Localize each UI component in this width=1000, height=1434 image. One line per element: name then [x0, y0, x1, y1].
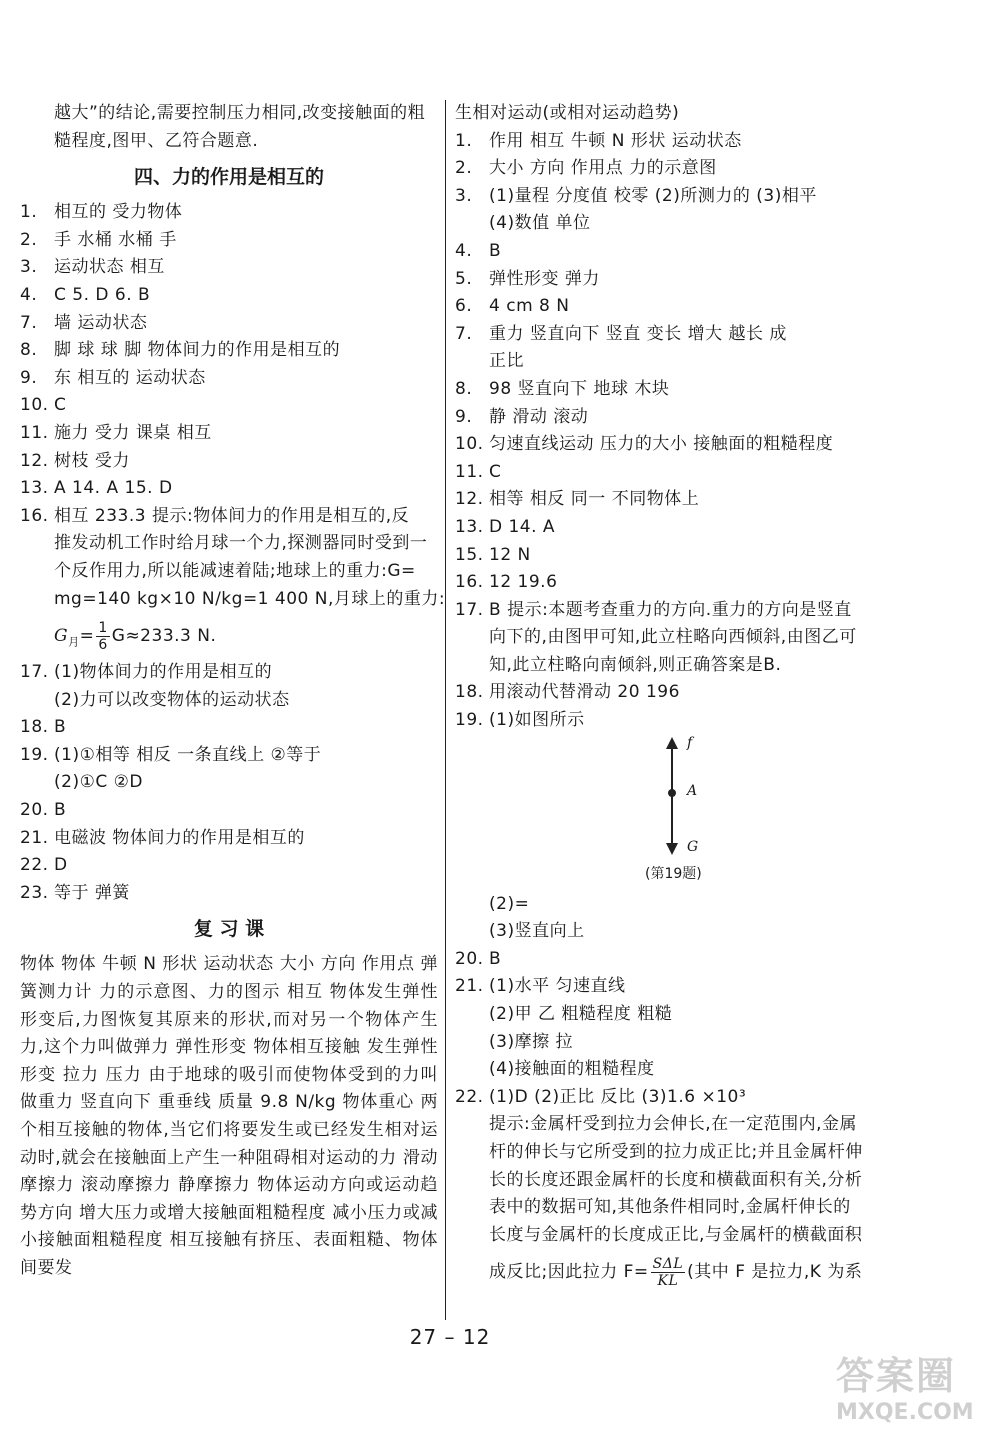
- answer-item: [20, 852, 438, 880]
- answer-item: [455, 376, 880, 404]
- answer-item: [455, 128, 880, 156]
- item-continuation: (4)接触面的粗糙程度: [489, 1059, 655, 1080]
- answer-item: [20, 742, 438, 770]
- item-text: D 14. A: [489, 516, 556, 537]
- item-number: 1.: [455, 130, 473, 151]
- q22-hint: [455, 1111, 880, 1295]
- item-number: 8.: [455, 378, 473, 399]
- answer-item: [455, 321, 880, 349]
- item-number: 17.: [20, 662, 49, 683]
- section-heading: 四、力的作用是相互的: [133, 166, 324, 189]
- answer-item: [455, 946, 880, 974]
- item-number: 4.: [20, 284, 38, 305]
- item-number: 3.: [20, 257, 38, 278]
- answer-item: [455, 431, 880, 459]
- item-number: 19.: [455, 710, 484, 731]
- item-text: 相互的 受力物体: [54, 202, 183, 223]
- q16-formula: [20, 613, 438, 659]
- watermark-site: MXQE.COM: [836, 1400, 974, 1425]
- answer-item: [455, 266, 880, 294]
- item-continuation: 向下的,由图甲可知,此立柱略向西倾斜,由图乙可: [489, 627, 857, 648]
- item-number: 8.: [20, 340, 38, 361]
- item-text: 电磁波 物体间力的作用是相互的: [54, 827, 305, 848]
- item-continuation: 知,此立柱略向南倾斜,则正确答案是B.: [489, 654, 782, 675]
- q16-line: mg=140 kg×10 N/kg=1 400 N,月球上的重力:: [54, 588, 446, 609]
- item-text: 脚 球 球 脚 物体间力的作用是相互的: [54, 340, 341, 361]
- arrow-up-icon: [666, 737, 678, 749]
- item-text: B: [54, 800, 67, 821]
- item-text: 相等 相反 同一 不同物体上: [489, 489, 700, 510]
- hint-line: 提示:金属杆受到拉力会伸长,在一定范围内,金属: [489, 1114, 858, 1135]
- item-text: (1)如图所示: [489, 710, 585, 731]
- answer-item: [20, 825, 438, 853]
- item-number: 22.: [455, 1086, 484, 1107]
- item-number: 21.: [455, 976, 484, 997]
- item-text: 12 19.6: [489, 572, 558, 593]
- item-text: A 14. A 15. D: [54, 478, 173, 499]
- point-a-dot: [668, 789, 676, 797]
- answer-item: [455, 597, 880, 625]
- item-text: B: [489, 240, 502, 261]
- item-number: 6.: [455, 296, 473, 317]
- answer-item: [20, 392, 438, 420]
- force-diagram: [455, 734, 880, 882]
- item-number: 2.: [20, 229, 38, 250]
- answer-item: [20, 797, 438, 825]
- q16-line: 相互 233.3 提示:物体间力的作用是相互的,反: [54, 505, 410, 526]
- item-number: 1.: [20, 202, 38, 223]
- hint-line: 表中的数据可知,其他条件相同时,金属杆伸长的: [489, 1197, 851, 1218]
- formula-rest: G≈233.3 N.: [111, 626, 217, 647]
- answer-item: [20, 659, 438, 687]
- item-text: B: [54, 717, 67, 738]
- item-text: B: [489, 948, 502, 969]
- item-text: (1)①相等 相反 一条直线上 ②等于: [54, 744, 322, 765]
- item-number: 21.: [20, 827, 49, 848]
- answer-item: [20, 714, 438, 742]
- answer-item: [455, 1084, 880, 1112]
- formula-subscript: 月: [68, 635, 80, 649]
- answer-item: [20, 420, 438, 448]
- item-text: 匀速直线运动 压力的大小 接触面的粗糙程度: [489, 434, 834, 455]
- q22-formula: [455, 1249, 880, 1295]
- item-text: 重力 竖直向下 竖直 变长 增大 越长 成: [489, 323, 787, 344]
- column-divider: [445, 100, 446, 1320]
- fraction: [651, 1256, 686, 1289]
- answer-item: [20, 310, 438, 338]
- fraction-denominator: KL: [657, 1272, 679, 1289]
- item-number: 13.: [455, 516, 484, 537]
- fraction-numerator: 1: [98, 619, 108, 636]
- answer-list-right-1: [455, 128, 880, 735]
- item-number: 11.: [455, 461, 484, 482]
- fraction: [96, 620, 109, 653]
- item-number: 7.: [455, 323, 473, 344]
- item-text: 12 N: [489, 544, 531, 565]
- item-text: 东 相互的 运动状态: [54, 367, 206, 388]
- item-number: 18.: [20, 717, 49, 738]
- item-number: 22.: [20, 855, 49, 876]
- formula-post: (其中 F 是拉力,K 为系: [687, 1262, 863, 1283]
- item-number: 12.: [20, 450, 49, 471]
- item-text: 静 滑动 滚动: [489, 406, 589, 427]
- right-column: [455, 100, 880, 1295]
- answer-item: [455, 404, 880, 432]
- item-number: 12.: [455, 489, 484, 510]
- item-text: C: [54, 395, 67, 416]
- item-text: (1)物体间力的作用是相互的: [54, 662, 273, 683]
- item-text: 98 竖直向下 地球 木块: [489, 378, 670, 399]
- item-number: 16.: [455, 572, 484, 593]
- figure-caption: (第19题): [645, 865, 702, 882]
- item-text: C: [489, 461, 502, 482]
- item-text: 弹性形变 弹力: [489, 268, 600, 289]
- intro-line-2: 糙程度,图甲、乙符合题意.: [54, 130, 259, 151]
- item-number: 20.: [455, 948, 484, 969]
- item-continuation: (4)数值 单位: [489, 213, 591, 234]
- item-text: D: [54, 855, 68, 876]
- answer-item: [455, 238, 880, 266]
- item-text: (1)D (2)正比 反比 (3)1.6 ×10³: [489, 1086, 747, 1107]
- page-number: 27 – 12: [409, 1325, 491, 1349]
- review-heading: 复 习 课: [193, 918, 265, 941]
- answer-item: [455, 486, 880, 514]
- label-f: f: [687, 734, 693, 751]
- answer-list-right-2: [455, 891, 880, 1112]
- item-continuation: (2)甲 乙 粗糙程度 粗糙: [489, 1004, 673, 1025]
- item-text: 用滚动代替滑动 20 196: [489, 682, 680, 703]
- item-number: 9.: [20, 367, 38, 388]
- item-number: 15.: [455, 544, 484, 565]
- item-number: 11.: [20, 422, 49, 443]
- answer-item: [20, 227, 438, 255]
- answer-item: [20, 475, 438, 503]
- formula-symbol: G: [54, 626, 69, 647]
- answer-item: [455, 679, 880, 707]
- item-number: 17.: [455, 599, 484, 620]
- item-text: 等于 弹簧: [54, 882, 130, 903]
- question-16: [20, 503, 446, 659]
- item-text: (1)水平 匀速直线: [489, 976, 626, 997]
- item-text: 树枝 受力: [54, 450, 130, 471]
- answer-item: [20, 282, 438, 310]
- item-number: 18.: [455, 682, 484, 703]
- answer-item: [20, 254, 438, 282]
- answer-item: [455, 459, 880, 487]
- answer-item: [20, 337, 438, 365]
- formula-equals: =: [79, 626, 95, 647]
- formula-pre: 成反比;因此拉力 F=: [489, 1262, 649, 1283]
- item-number: 20.: [20, 800, 49, 821]
- item-continuation: (3)摩擦 拉: [489, 1031, 573, 1052]
- arrow-down-icon: [666, 843, 678, 855]
- item-number: 16.: [20, 505, 49, 526]
- item-text: 墙 运动状态: [54, 312, 148, 333]
- item-text: C 5. D 6. B: [54, 284, 151, 305]
- item-number: 2.: [455, 158, 473, 179]
- hint-line: 长的长度还跟金属杆的长度和横截面积有关,分析: [489, 1169, 863, 1190]
- item-number: 23.: [20, 882, 49, 903]
- intro-line-1: 越大”的结论,需要控制压力相同,改变接触面的粗: [54, 103, 426, 123]
- fraction-denominator: 6: [98, 636, 108, 653]
- item-text: 运动状态 相互: [54, 257, 165, 278]
- item-number: 10.: [455, 434, 484, 455]
- item-text: 4 cm 8 N: [489, 296, 570, 317]
- item-continuation: 正比: [489, 351, 524, 372]
- watermark-logo: 答案圈: [836, 1354, 957, 1398]
- item-text: (1)量程 分度值 校零 (2)所测力的 (3)相平: [489, 185, 817, 206]
- answer-item: [20, 199, 438, 227]
- item-text: 大小 方向 作用点 力的示意图: [489, 158, 717, 179]
- item-text: 作用 相互 牛顿 N 形状 运动状态: [489, 130, 742, 151]
- answer-item: [455, 293, 880, 321]
- answer-list-1: [20, 199, 438, 503]
- answer-item: [455, 514, 880, 542]
- item-number: 13.: [20, 478, 49, 499]
- hint-line: 杆的伸长与它所受到的拉力成正比;并且金属杆伸: [489, 1142, 863, 1162]
- item-text: 施力 受力 课桌 相互: [54, 422, 212, 443]
- item-continuation: (3)竖直向上: [489, 921, 585, 942]
- right-top-line: 生相对运动(或相对运动趋势): [455, 103, 680, 123]
- item-continuation: (2)=: [489, 893, 530, 914]
- watermark: [836, 1345, 986, 1427]
- item-text: 手 水桶 水桶 手: [54, 229, 177, 250]
- item-number: 3.: [455, 185, 473, 206]
- label-g: G: [687, 838, 699, 855]
- answer-item: [455, 542, 880, 570]
- answer-item: [20, 365, 438, 393]
- answer-item: [455, 155, 880, 183]
- item-continuation: (2)力可以改变物体的运动状态: [54, 689, 290, 710]
- answer-item: [20, 880, 438, 908]
- item-continuation: (2)①C ②D: [54, 772, 143, 793]
- q16-line: 个反作用力,所以能减速着陆;地球上的重力:G=: [54, 560, 416, 581]
- q16-line: 推发动机工作时给月球一个力,探测器同时受到一: [54, 533, 428, 554]
- left-column: [20, 100, 446, 1283]
- answer-item: [455, 707, 880, 735]
- force-line: [671, 745, 673, 850]
- item-number: 7.: [20, 312, 38, 333]
- review-paragraph: 物体 物体 牛顿 N 形状 运动状态 大小 方向 作用点 弹簧测力计 力的示意图、力的图示 相互 物体发生弹性形变后,力图恢复其原来的形状,而对另一个物体产生力,这个力叫做弹力 弹性形变 物体相互接触 发生弹性形变 拉力 压力 由于地球的吸引而使物体受到的力叫做重力 竖直向下 重垂线 质量 9.8 N/kg 物体重心 两个相互接触的物体,当它们将要发生或已经发生相对运动时,就会在接触面上产生一种阻碍相对运动的力 滑动摩擦力 滚动摩擦力 静摩擦力 物体运动方向或运动趋势方向 增大压力或增大接触面粗糙程度 减小压力或减小接触面粗糙程度 相互接触有挤压、表面粗糙、物体间要发: [20, 954, 438, 1278]
- item-number: 9.: [455, 406, 473, 427]
- answer-item: [455, 973, 880, 1001]
- item-number: 4.: [455, 240, 473, 261]
- item-text: B 提示:本题考查重力的方向.重力的方向是竖直: [489, 599, 852, 620]
- hint-line: 长度与金属杆的长度成正比,与金属杆的横截面积: [489, 1224, 863, 1245]
- label-a: A: [687, 782, 698, 799]
- answer-item: [20, 448, 438, 476]
- answer-item: [455, 183, 880, 211]
- answer-item: [455, 569, 880, 597]
- item-number: 10.: [20, 395, 49, 416]
- item-number: 19.: [20, 744, 49, 765]
- item-number: 5.: [455, 268, 473, 289]
- answer-list-2: [20, 659, 438, 907]
- fraction-numerator: SΔL: [652, 1255, 684, 1272]
